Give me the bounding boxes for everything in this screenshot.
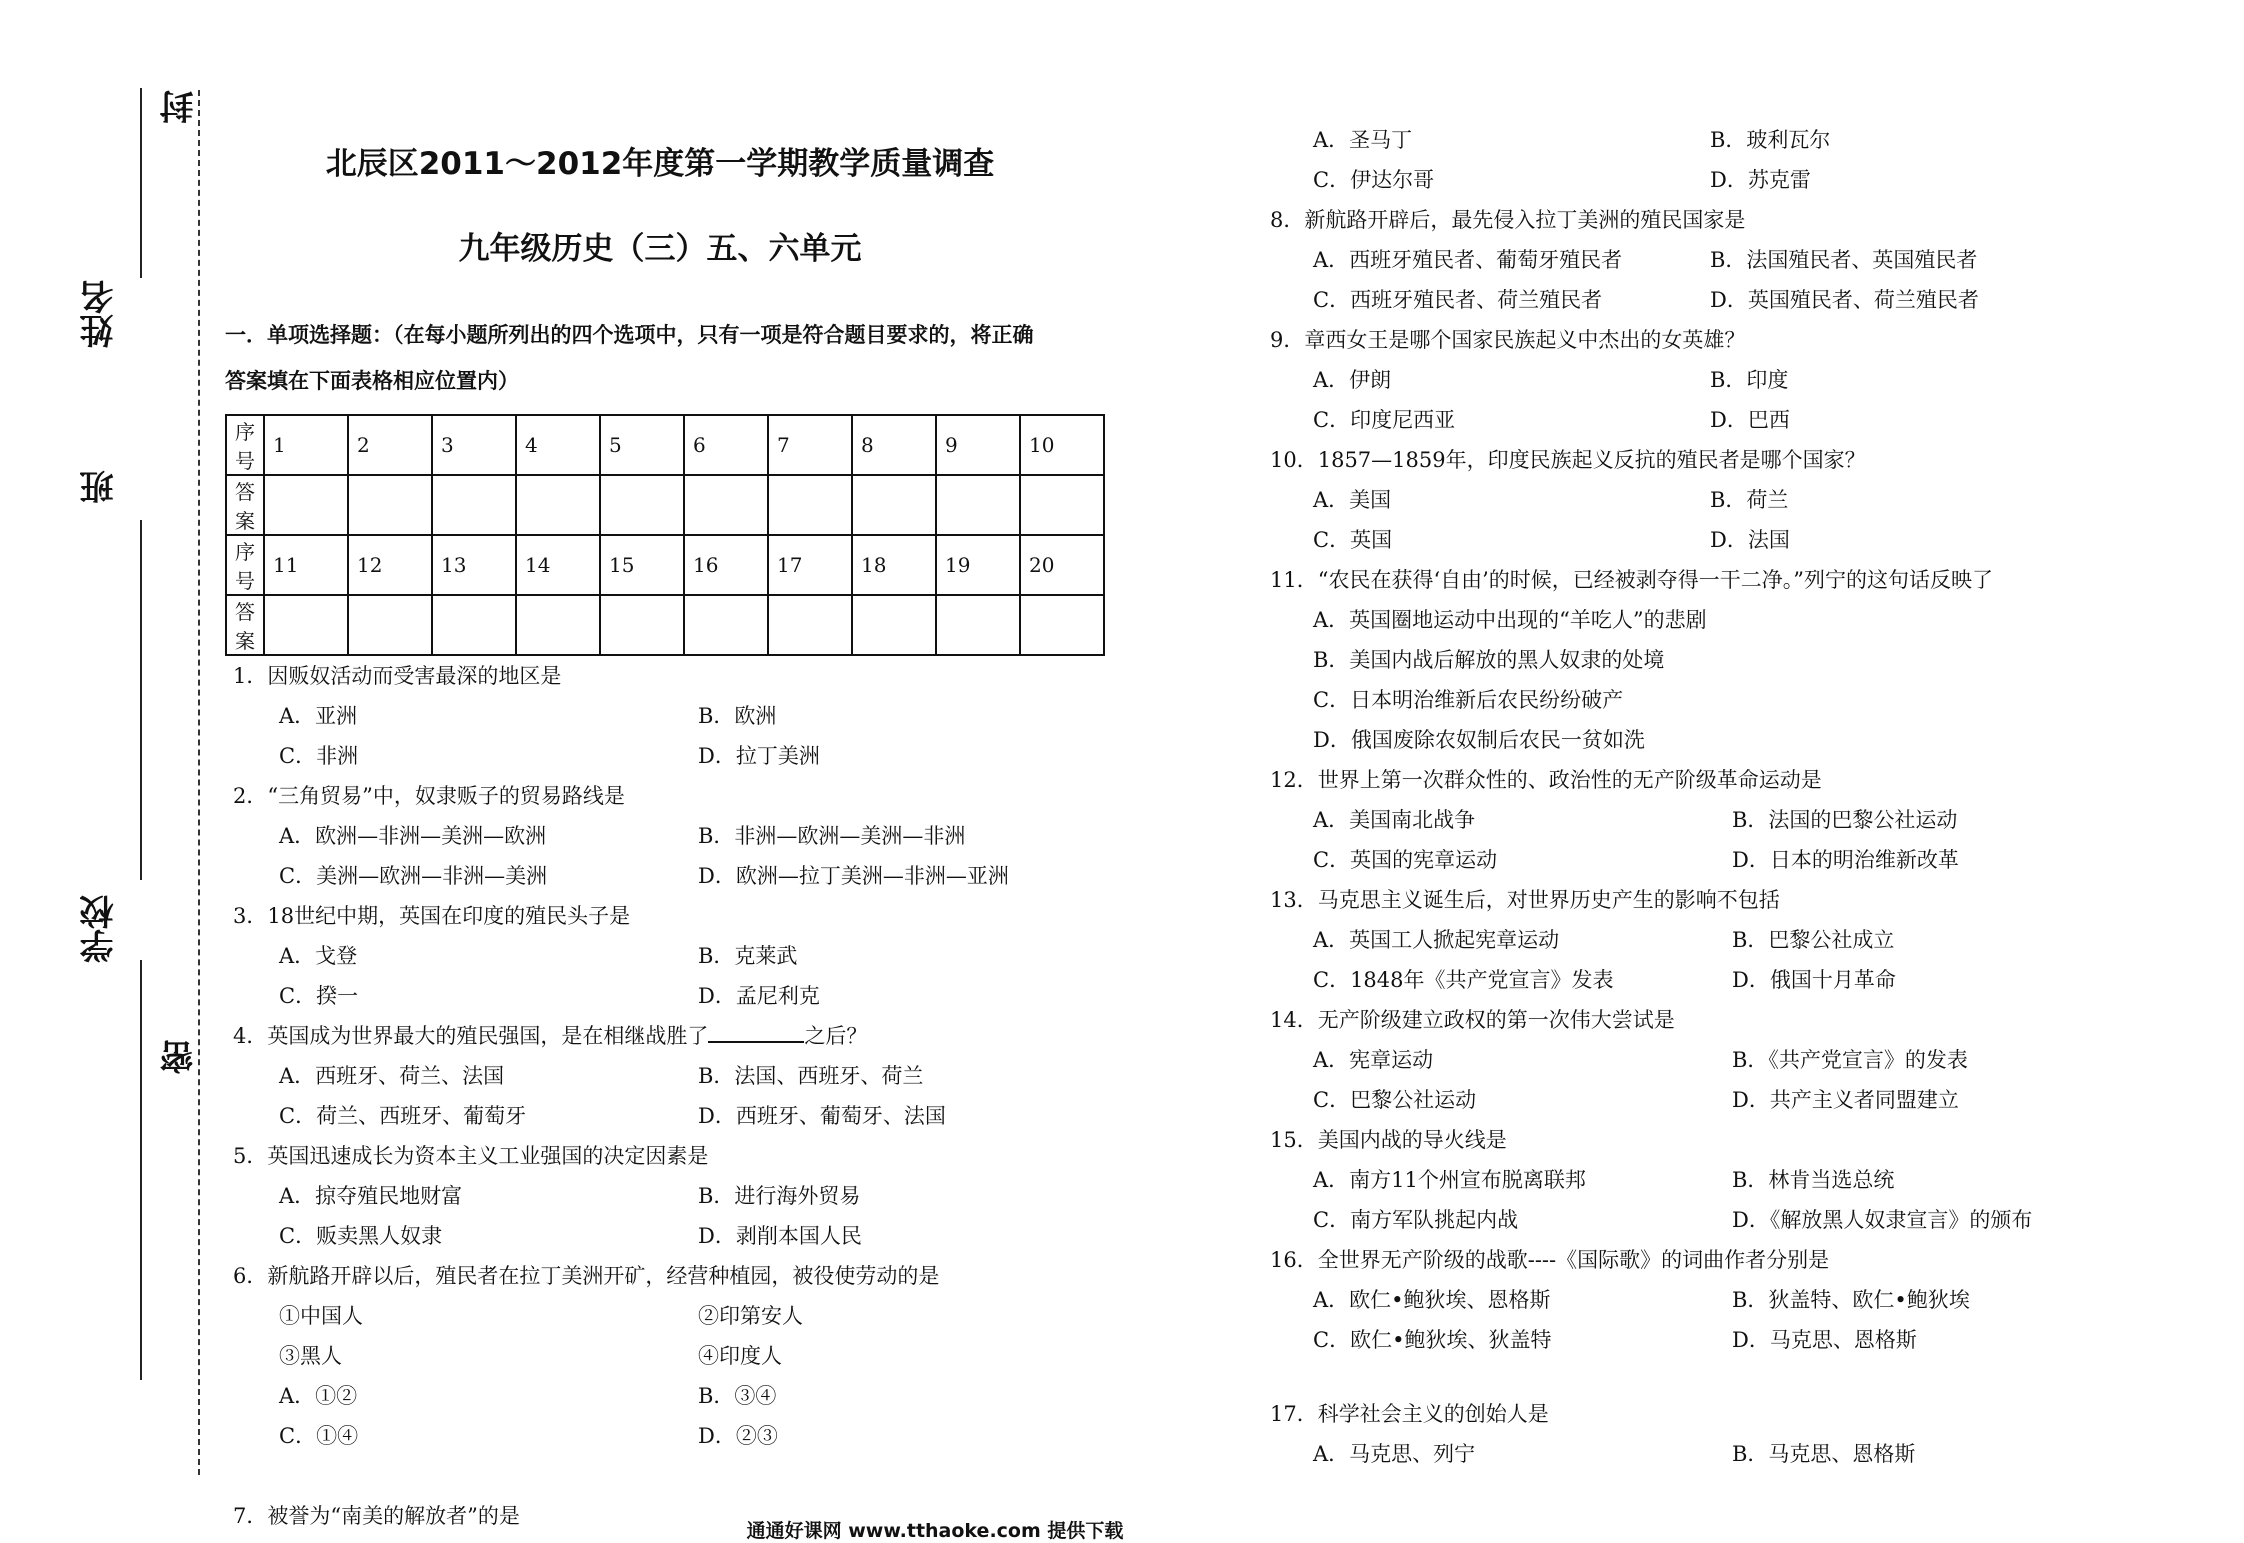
table-cell: 6 [684,415,768,475]
answer-cell[interactable] [1020,595,1104,655]
table-cell: 7 [768,415,852,475]
option-row [1270,1320,2210,1360]
option[interactable]: D．孟尼利克 [698,984,820,1008]
question-stem: 7．被誉为“南美的解放者”的是 [233,1504,520,1528]
class-label: 班 [80,470,120,504]
option[interactable]: D．苏克雷 [1710,168,1811,192]
page-title: 北辰区2011～2012年度第一学期教学质量调查 [325,146,995,182]
option-row [233,1216,1125,1256]
table-cell: 3 [432,415,516,475]
option[interactable]: C．荷兰、西班牙、葡萄牙 [279,1104,527,1128]
option: ①中国人 [279,1304,363,1328]
option[interactable]: D．俄国十月革命 [1732,968,1896,992]
option[interactable]: B．进行海外贸易 [698,1184,861,1208]
option[interactable]: A．掠夺殖民地财富 [279,1184,463,1208]
option[interactable]: A．圣马丁 [1313,128,1413,152]
option-row [233,1416,1125,1456]
option[interactable]: B．克莱武 [698,944,798,968]
option[interactable]: B．玻利瓦尔 [1710,128,1831,152]
option-row [233,1056,1125,1096]
table-cell: 19 [936,535,1020,595]
section-instruction [225,312,1105,404]
option-row [233,1176,1125,1216]
table-cell: 答案 [226,595,264,655]
answer-cell[interactable] [264,475,348,535]
option-row [1270,160,2210,200]
table-cell: 17 [768,535,852,595]
option[interactable]: D．拉丁美洲 [698,744,820,768]
stem-part: 4．英国成为世界最大的殖民强国，是在相继战胜了 [233,1024,709,1048]
table-row [226,595,1104,655]
option[interactable]: B．印度 [1710,368,1789,392]
table-cell: 序号 [226,415,264,475]
table-cell: 12 [348,535,432,595]
name-label: 姓名 [80,280,120,348]
option[interactable]: C．贩卖黑人奴隶 [279,1224,443,1248]
question-list-left [225,656,1125,1536]
option-row [1270,360,2210,400]
option[interactable]: B．狄盖特、欧仁•鲍狄埃 [1732,1288,1970,1312]
left-column [225,130,1125,1536]
question-stem: 15．美国内战的导火线是 [1270,1128,1507,1152]
option[interactable]: C．①④ [279,1424,359,1448]
option[interactable]: C．伊达尔哥 [1313,168,1435,192]
option-row [233,856,1125,896]
option[interactable]: A．英国工人掀起宪章运动 [1313,928,1560,952]
option[interactable]: C．英国 [1313,528,1393,552]
table-cell: 16 [684,535,768,595]
school-label: 学校 [80,895,120,963]
question-stem: 9．章西女王是哪个国家民族起义中杰出的女英雄？ [1270,328,1746,352]
stem-part: 之后？ [804,1024,868,1048]
option[interactable]: B．林肯当选总统 [1732,1168,1895,1192]
spacer [233,1456,1125,1496]
table-cell: 序号 [226,535,264,595]
option[interactable]: C．揆一 [279,984,359,1008]
answer-cell[interactable] [516,595,600,655]
option[interactable]: C．巴黎公社运动 [1313,1088,1477,1112]
seal-line [198,90,200,1475]
question-stem: 17．科学社会主义的创始人是 [1270,1402,1549,1426]
option-row [1270,1280,2210,1320]
option[interactable]: C．美洲—欧洲—非洲—美洲 [279,864,548,888]
instruction-line-1: 一．单项选择题：（在每小题所列出的四个选项中，只有一项是符合题目要求的，将正确 [225,323,1034,347]
question-stem: 3．18世纪中期，英国在印度的殖民头子是 [233,904,631,928]
option[interactable]: A．美国 [1313,488,1392,512]
answer-cell[interactable] [684,595,768,655]
table-cell: 4 [516,415,600,475]
page-footer: 通通好课网 www.tthaoke.com 提供下载 [746,1520,1124,1542]
answer-cell[interactable] [600,475,684,535]
question-stem: 8．新航路开辟后，最先侵入拉丁美洲的殖民国家是 [1270,208,1746,232]
option[interactable]: D．法国 [1710,528,1790,552]
answer-cell[interactable] [516,475,600,535]
option[interactable]: B．法国殖民者、英国殖民者 [1710,248,1978,272]
answer-cell[interactable] [768,595,852,655]
answer-cell[interactable] [684,475,768,535]
table-cell: 2 [348,415,432,475]
table-cell: 20 [1020,535,1104,595]
option[interactable]: B．法国的巴黎公社运动 [1732,808,1958,832]
option[interactable]: A．美国南北战争 [1313,808,1476,832]
page-subtitle: 九年级历史（三）五、六单元 [458,231,862,267]
option-row [1270,1200,2210,1240]
option[interactable]: A．西班牙殖民者、葡萄牙殖民者 [1313,248,1623,272]
option[interactable]: A．①② [279,1384,358,1408]
question-stem: 11．“农民在获得‘自由’的时候，已经被剥夺得一干二净。”列宁的这句话反映了 [1270,568,1994,592]
option: ④印度人 [698,1344,782,1368]
option[interactable]: A．伊朗 [1313,368,1392,392]
table-cell: 14 [516,535,600,595]
answer-table [225,414,1105,656]
question-stem: 2．“三角贸易”中，奴隶贩子的贸易路线是 [233,784,625,808]
option: ②印第安人 [698,1304,803,1328]
question-stem: 13．马克思主义诞生后，对世界历史产生的影响不包括 [1270,888,1780,912]
option[interactable]: D．俄国废除农奴制后农民一贫如洗 [1313,728,1645,752]
option-row [1270,520,2210,560]
option[interactable]: B．荷兰 [1710,488,1789,512]
option[interactable]: A．戈登 [279,944,358,968]
option[interactable]: D．②③ [698,1424,778,1448]
option-row [1270,280,2210,320]
question-stem: 6．新航路开辟以后，殖民者在拉丁美洲开矿，经营种植园，被役使劳动的是 [233,1264,940,1288]
table-cell: 答案 [226,475,264,535]
option-row [233,1336,1125,1376]
option[interactable]: B．《共产党宣言》的发表 [1732,1048,1968,1072]
table-cell: 10 [1020,415,1104,475]
seal-char-top: 封 [160,90,200,124]
option-row [233,696,1125,736]
option[interactable]: A．欧仁•鲍狄埃、恩格斯 [1313,1288,1551,1312]
option-row [233,1296,1125,1336]
option[interactable]: C．英国的宪章运动 [1313,848,1498,872]
question-stem: 1．因贩奴活动而受害最深的地区是 [233,664,562,688]
option-row [1270,1040,2210,1080]
answer-cell[interactable] [348,475,432,535]
question-stem: 10．1857—1859年，印度民族起义反抗的殖民者是哪个国家？ [1270,448,1866,472]
answer-cell[interactable] [768,475,852,535]
question-stem: 16．全世界无产阶级的战歌----《国际歌》的词曲作者分别是 [1270,1248,1830,1272]
answer-cell[interactable] [600,595,684,655]
option-row [233,1096,1125,1136]
answer-cell[interactable] [936,595,1020,655]
option-row [1270,800,2210,840]
table-cell: 9 [936,415,1020,475]
option-row [233,816,1125,856]
option[interactable]: C．印度尼西亚 [1313,408,1456,432]
option[interactable]: D．巴西 [1710,408,1790,432]
option-row [233,976,1125,1016]
option-row [1270,920,2210,960]
option-row [1270,1080,2210,1120]
fill-blank[interactable] [708,1019,804,1043]
option[interactable]: A．马克思、列宁 [1313,1442,1476,1466]
table-row [226,415,1104,475]
table-row [226,475,1104,535]
question-stem: 14．无产阶级建立政权的第一次伟大尝试是 [1270,1008,1675,1032]
table-cell: 1 [264,415,348,475]
option[interactable]: B．美国内战后解放的黑人奴隶的处境 [1313,648,1665,672]
option[interactable]: B．非洲—欧洲—美洲—非洲 [698,824,966,848]
answer-cell[interactable] [852,475,936,535]
option[interactable]: A．亚洲 [279,704,358,728]
table-cell: 13 [432,535,516,595]
option[interactable]: D．英国殖民者、荷兰殖民者 [1710,288,1979,312]
table-cell: 5 [600,415,684,475]
table-row [226,535,1104,595]
answer-cell[interactable] [432,595,516,655]
option[interactable]: D．《解放黑人奴隶宣言》的颁布 [1732,1208,2033,1232]
option-row [1270,480,2210,520]
spacer [1270,1360,2210,1394]
instruction-line-2: 答案填在下面表格相应位置内） [225,369,519,393]
option-row [233,1376,1125,1416]
answer-cell[interactable] [852,595,936,655]
answer-cell[interactable] [348,595,432,655]
question-stem: 5．英国迅速成长为资本主义工业强国的决定因素是 [233,1144,709,1168]
option[interactable]: C．欧仁•鲍狄埃、狄盖特 [1313,1328,1552,1352]
answer-cell[interactable] [1020,475,1104,535]
option[interactable]: B．欧洲 [698,704,777,728]
table-cell: 11 [264,535,348,595]
question-stem [233,1016,1125,1056]
option[interactable]: D．剥削本国人民 [698,1224,862,1248]
option[interactable]: D．西班牙、葡萄牙、法国 [698,1104,946,1128]
option[interactable]: D．日本的明治维新改革 [1732,848,1959,872]
option: ③黑人 [279,1344,342,1368]
table-cell: 8 [852,415,936,475]
option-row [1270,1434,2210,1474]
option[interactable]: D．马克思、恩格斯 [1732,1328,1917,1352]
option-row [1270,1160,2210,1200]
answer-cell[interactable] [264,595,348,655]
option[interactable]: C．南方军队挑起内战 [1313,1208,1519,1232]
option[interactable]: A．宪章运动 [1313,1048,1434,1072]
option-row [1270,240,2210,280]
option-row [233,936,1125,976]
question-stem: 12．世界上第一次群众性的、政治性的无产阶级革命运动是 [1270,768,1822,792]
option[interactable]: B．③④ [698,1384,777,1408]
option[interactable]: C．日本明治维新后农民纷纷破产 [1313,688,1624,712]
option[interactable]: A．欧洲—非洲—美洲—欧洲 [279,824,547,848]
table-cell: 15 [600,535,684,595]
option[interactable]: B．法国、西班牙、荷兰 [698,1064,924,1088]
option[interactable]: C．非洲 [279,744,359,768]
class-line [140,520,142,880]
option[interactable]: A．英国圈地运动中出现的“羊吃人”的悲剧 [1313,608,1707,632]
answer-cell[interactable] [936,475,1020,535]
table-cell: 18 [852,535,936,595]
binding-margin [80,80,230,1480]
name-line [140,88,142,278]
option[interactable]: A．南方11个州宣布脱离联邦 [1313,1168,1586,1192]
option-row [233,736,1125,776]
option-row [1270,400,2210,440]
answer-cell[interactable] [432,475,516,535]
seal-char-bottom: 密 [160,1040,200,1074]
option[interactable]: B．巴黎公社成立 [1732,928,1895,952]
option[interactable]: A．西班牙、荷兰、法国 [279,1064,505,1088]
option-row [1270,960,2210,1000]
school-line [140,960,142,1380]
option[interactable]: C．西班牙殖民者、荷兰殖民者 [1313,288,1603,312]
right-column [1270,120,2210,1474]
option[interactable]: C．1848年《共产党宣言》发表 [1313,968,1614,992]
option[interactable]: D．欧洲—拉丁美洲—非洲—亚洲 [698,864,1009,888]
option[interactable]: D．共产主义者同盟建立 [1732,1088,1959,1112]
option-row [1270,120,2210,160]
option[interactable]: B．马克思、恩格斯 [1732,1442,1916,1466]
option-row [1270,840,2210,880]
